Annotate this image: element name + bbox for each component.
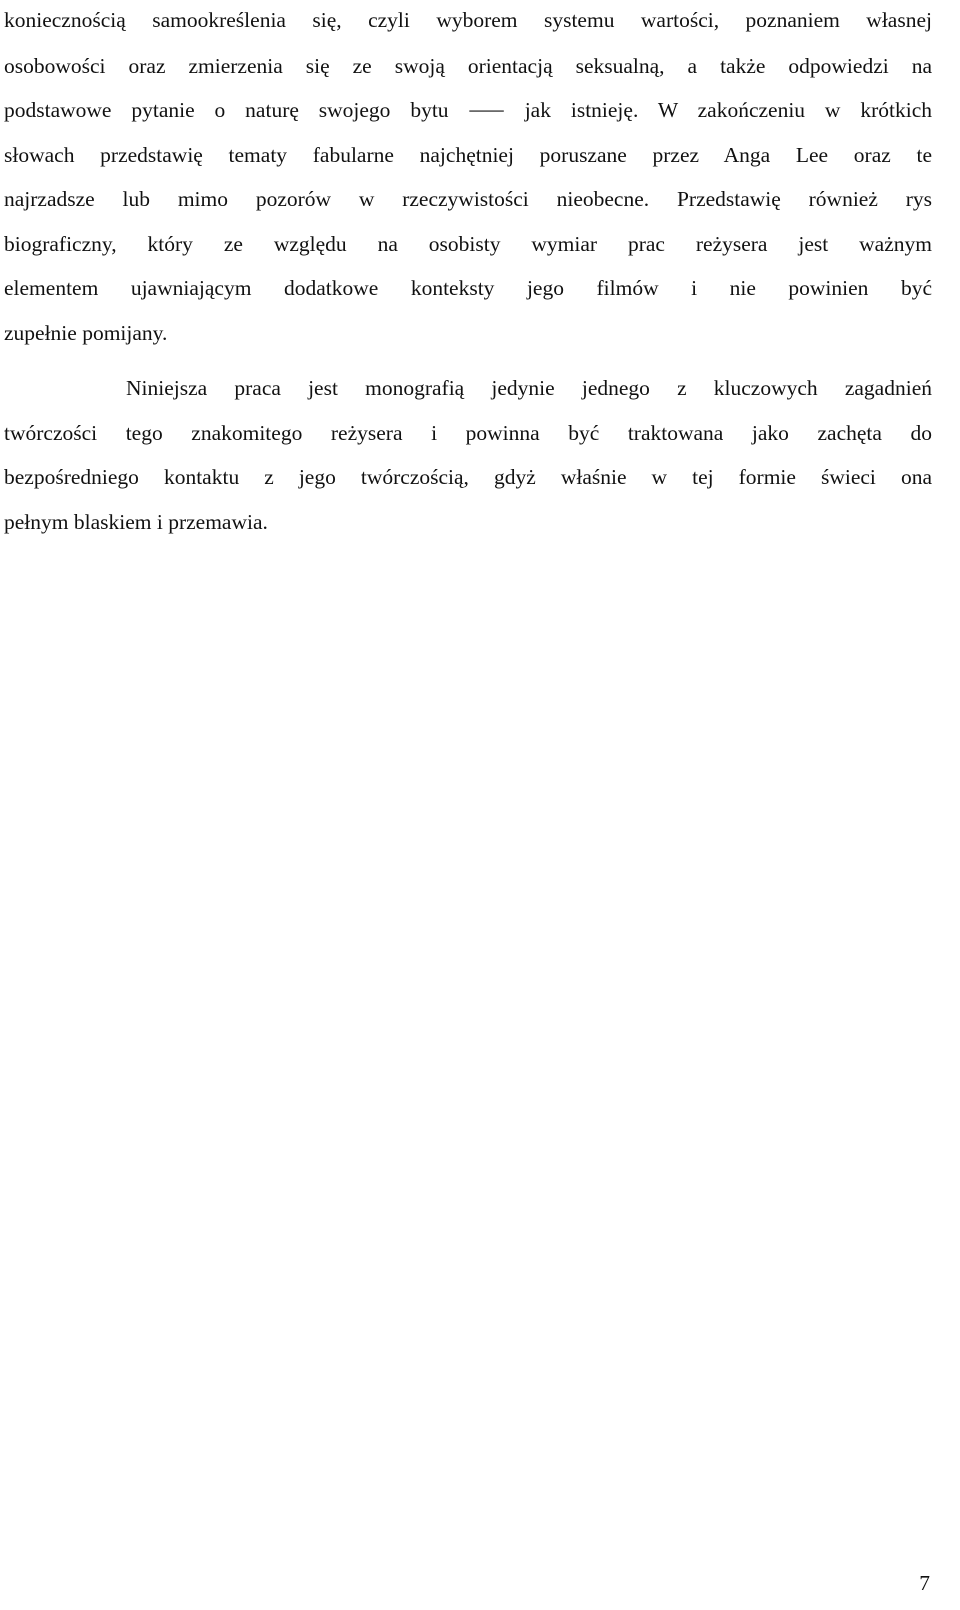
text-line: koniecznością samookreślenia się, czyli wyborem systemu wartości, poznaniem własnej — [4, 8, 932, 32]
text-line: elementem ujawniającym dodatkowe konteksty jego filmów i nie powinien być — [4, 276, 932, 300]
text-line: twórczości tego znakomitego reżysera i powinna być traktowana jako zachęta do — [4, 421, 932, 445]
text-line: najrzadsze lub mimo pozorów w rzeczywistości nieobecne. Przedstawię również rys — [4, 187, 932, 211]
text-line: podstawowe pytanie o naturę swojego bytu ⸺ jak istnieję. W zakończeniu w krótkich — [4, 98, 932, 122]
text-line: pełnym blaskiem i przemawia. — [4, 510, 268, 534]
text-line: bezpośredniego kontaktu z jego twórczością, gdyż właśnie w tej formie świeci ona — [4, 465, 932, 489]
text-line: biograficzny, który ze względu na osobisty wymiar prac reżysera jest ważnym — [4, 232, 932, 256]
text-line: słowach przedstawię tematy fabularne najchętniej poruszane przez Anga Lee oraz te — [4, 143, 932, 167]
text-line: Niniejsza praca jest monografią jedynie jednego z kluczowych zagadnień — [126, 376, 932, 400]
text-line: zupełnie pomijany. — [4, 321, 168, 345]
text-line: osobowości oraz zmierzenia się ze swoją orientacją seksualną, a także odpowiedzi na — [4, 54, 932, 78]
page-number: 7 — [919, 1571, 930, 1595]
